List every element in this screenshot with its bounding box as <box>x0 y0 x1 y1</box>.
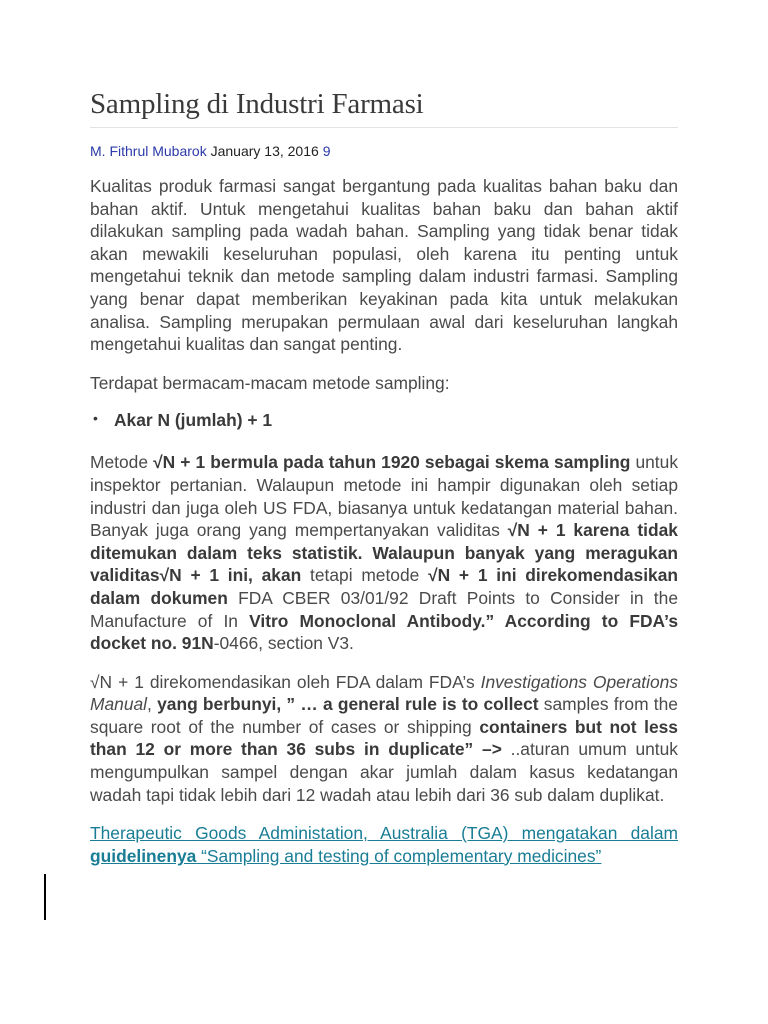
text-span: , <box>147 694 158 715</box>
text-cursor <box>44 874 46 920</box>
text-span: √N + 1 direkomendasikan oleh FDA dalam FDA’s <box>90 671 481 692</box>
post-date: January 13, 2016 <box>210 143 319 159</box>
tga-link-bold[interactable]: guidelinenya <box>90 845 197 866</box>
bullet-icon: • <box>93 410 98 427</box>
method-label: Akar N (jumlah) + 1 <box>114 410 273 431</box>
bold-text: √N + 1 karena tidak ditemukan dalam teks statistik. Walaupun banyak yang meragukan validitas√N + 1 ini, akan <box>90 520 678 586</box>
text-span: untuk inspektor pertanian. Walaupun metode ini hampir digunakan oleh setiap industri dan juga oleh US FDA, biasanya untuk kedatangan material bahan. Banyak juga orang yang mempertanyakan validitas <box>90 452 679 541</box>
bold-text: Vitro Monoclonal Antibody.” According to FDA’s docket no. 91N <box>90 610 678 654</box>
bold-text: √N + 1 bermula pada tahun 1920 sebagai skema sampling <box>153 452 631 473</box>
text-span: Metode <box>90 452 154 473</box>
intro-paragraph: Kualitas produk farmasi sangat bergantung pada kualitas bahan baku dan bahan aktif. Untuk mengetahui kualitas bahan baku dan bahan aktif dilakukan sampling pada wadah bahan. Sampling yang tidak benar tidak akan mewakili keseluruhan populasi, oleh karena itu penting untuk mengetahui teknik dan metode sampling dalam industri farmasi. Sampling yang benar dapat memberikan keyakinan pada kita untuk melakukan analisa. Sampling merupakan permulaan awal dari keseluruhan langkah mengetahui kualitas dan sangat penting. <box>90 176 678 355</box>
author-link[interactable]: M. Fithrul Mubarok <box>90 143 207 159</box>
methods-intro: Terdapat bermacam-macam metode sampling: <box>90 372 450 393</box>
text-span: FDA CBER 03/01/92 Draft Points to Consider in the Manufacture of In <box>90 587 678 631</box>
fda-paragraph <box>90 671 678 807</box>
text-span: tetapi metode <box>301 565 429 586</box>
italic-text: Investigations Operations Manual <box>90 671 678 715</box>
text-span: ..aturan umum untuk mengumpulkan sampel dengan akar jumlah dalam kasus kedatangan wadah tapi tidak lebih dari 12 wadah atau lebih dari 36 sub dalam duplikat. <box>90 739 678 805</box>
article-meta <box>90 143 678 159</box>
article-title: Sampling di Industri Farmasi <box>90 88 678 128</box>
tga-link-title[interactable]: “Sampling and testing of complementary medicines” <box>196 845 602 866</box>
article <box>90 88 678 867</box>
bold-text: √N + 1 ini direkomendasikan dalam dokumen <box>90 565 678 608</box>
tga-link[interactable]: Therapeutic Goods Administation, Australia (TGA) mengatakan dalam <box>90 823 678 844</box>
list-item <box>93 410 678 431</box>
comments-count-link[interactable]: 9 <box>322 143 331 159</box>
sqrt-n-paragraph <box>90 451 678 654</box>
methods-list <box>90 410 678 431</box>
bold-text: yang berbunyi, ” … a general rule is to collect <box>157 694 539 715</box>
bold-text: containers but not less than 12 or more than 36 subs in duplicate” –> <box>90 716 678 760</box>
text-span: samples from the square root of the number of cases or shipping <box>90 694 678 737</box>
tga-paragraph <box>90 822 678 867</box>
text-span: -0466, section V3. <box>213 633 354 654</box>
